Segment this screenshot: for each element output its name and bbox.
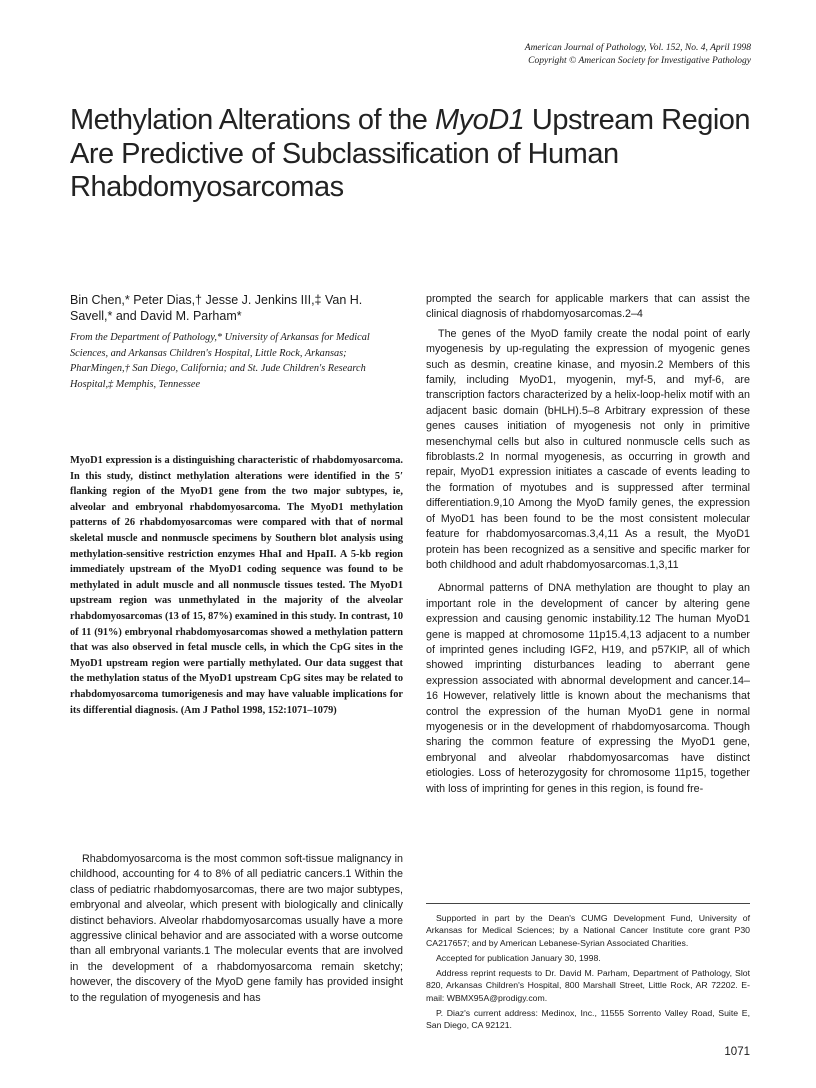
journal-header [525,42,751,68]
title-gene: MyoD1 [434,104,525,136]
intro-paragraph: Rhabdomyosarcoma is the most common soft-tissue malignancy in childhood, accounting for 4 to 8% of all pediatric cancers.1 Within the class of pediatric rhabdomyosarcomas, there are two major subtypes, embryonal and alveolar, which present with biologically and clinically distinct behaviors. Alveolar rhabdomyosarcomas usually have a more aggressive clinical behavior and are associated with a worse outcome than all embryonal variants.1 The molecular events that are involved in the development of a rhabdomyosarcoma remain sketchy; however, the discovery of the MyoD gene family has provided insight to the regulation of myogenesis and has [70,853,403,1004]
affiliations: From the Department of Pathology,* University of Arkansas for Medical Sciences, and Arkansas Children's Hospital, Little Rock, Arkansas; PharMingen,† San Diego, California; and St. Jude Children's Research Hospital,‡ Memphis, Tennessee [70,332,370,390]
footnotes [426,912,750,1032]
right-paragraph-3: Abnormal patterns of DNA methylation are thought to play an important role in the development of cancer by altering gene expression and causing genomic instability.12 The human MyoD1 gene is mapped at chromosome 11p15.4,13 adjacent to a number of imprinted genes including IGF2, H19, and p57KIP, all of which showed imprinting disturbances leading to aberrant gene expression associated with abnormal development and cancer.14–16 However, relatively little is known about the mechanisms that control the expression of the human MyoD1 gene in normal myogenesis or in the development of rhabdomyosarcoma. Though sharing the common feature of expressing the MyoD1 gene, embryonal and alveolar rhabdomyosarcomas have distinct etiologies. Loss of heterozygosity for chromosome 11p15, together with loss of imprinting for genes in this region, is found fre- [426,582,750,795]
title-part-2: Upstream Region Are Predictive of Subclassification of Human Rhabdomyosarcomas [70,104,751,203]
footnote-reprints: Address reprint requests to Dr. David M. Parham, Department of Pathology, Slot 820, Arkansas Children's Hospital, 800 Marshall Street, Little Rock, AR 72202. E-mail: WBMX95A@prodigy.com. [426,968,750,1003]
right-paragraph-2: The genes of the MyoD family create the nodal point of early myogenesis by up-regulating the expression of myogenic genes such as desmin, creatine kinase, and myosin.2 Members of this family, including MyoD1, myogenin, myf-5, and myf-6, are transcription factors characterized by a helix-loop-helix motif with an adjacent basic domain (bHLH).5–8 Arbitrary expression of these genes causes initiation of myogenesis not only in primitive mesenchymal cells but also in cultured nonmuscle cells such as fibroblasts.2 In normal myogenesis, as occurring in growth and repair, MyoD1 expression initiates a cascade of events leading to the formation of myotubes and is suppressed after terminal differentiation.9,10 Among the MyoD family genes, the expression of MyoD1 has been found to be the most consistent molecular feature for rhabdomyosarcomas.3,4,11 As a result, the MyoD1 protein has been recognized as a sensitive and specific marker for both childhood and adult rhabdomyosarcomas.1,3,11 [426,327,750,571]
authors: Bin Chen,* Peter Dias,† Jesse J. Jenkins III,‡ Van H. Savell,* and David M. Parham* [70,293,363,323]
title-part-1: Methylation Alterations of the [70,104,435,136]
journal-copyright: Copyright © American Society for Investigative Pathology [528,56,751,66]
abstract: MyoD1 expression is a distinguishing characteristic of rhabdomyosarcoma. In this study, distinct methylation alterations were identified in the 5′ flanking region of the MyoD1 gene from the two major subtypes, ie, alveolar and embryonal rhabdomyosarcoma. The MyoD1 methylation patterns of 26 rhabdomyosarcomas were compared with that of normal skeletal muscle and nonmuscle specimens by Southern blot analysis using methylation-sensitive restriction enzymes HhaI and HpaII. A 5-kb region immediately upstream of the MyoD1 coding sequence was found to be methylated in adult muscle and all nonmuscle tissues tested. The MyoD1 upstream region was unmethylated in the majority of the alveolar rhabdomyosarcomas (13 of 15, 87%) examined in this study. In contrast, 10 of 11 (91%) embryonal rhabdomyosarcomas showed a methylation pattern that was also observed in fetal muscle cells, in which the CpG sites in the MyoD1 upstream region were partially methylated. Our data suggest that the methylation status of the MyoD1 upstream CpG sites may be related to rhabdomyosarcoma tumorigenesis and may have valuable implications for its differential diagnosis. (Am J Pathol 1998, 152:1071–1079) [70,455,403,716]
footnote-current-address: P. Diaz's current address: Medinox, Inc., 11555 Sorrento Valley Road, Suite E, San Diego, CA 92121. [426,1008,750,1031]
author-block [70,292,403,392]
page-number: 1071 [724,1046,750,1058]
journal-citation: American Journal of Pathology, Vol. 152, No. 4, April 1998 [524,43,751,53]
article-title [70,104,760,205]
right-column [426,292,750,797]
introduction-left-column [70,852,403,1006]
right-paragraph-1: prompted the search for applicable markers that can assist the clinical diagnosis of rhabdomyosarcomas.2–4 [426,293,750,321]
footnote-support: Supported in part by the Dean's CUMG Development Fund, University of Arkansas for Medical Sciences; by a National Cancer Institute core grant P30 CA217657; and by American Lebanese-Syrian Associated Charities. [426,913,750,948]
footnote-accepted: Accepted for publication January 30, 1998. [436,952,601,963]
footnote-divider [426,903,750,904]
